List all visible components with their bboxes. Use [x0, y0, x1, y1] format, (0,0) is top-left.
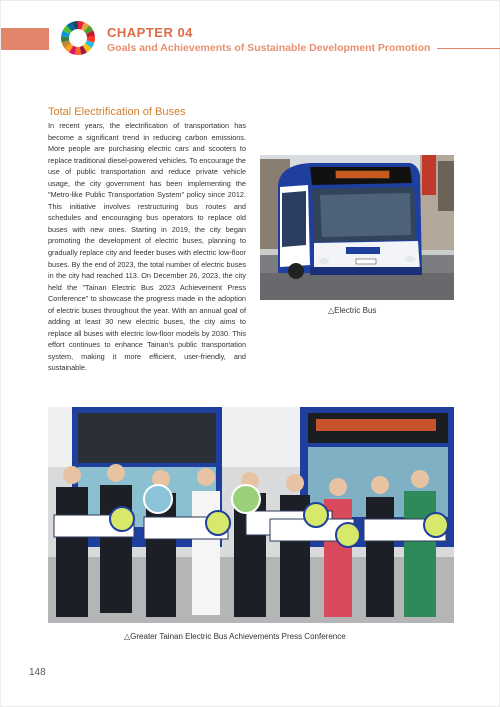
electric-bus-photo — [260, 155, 454, 300]
press-conference-photo — [48, 407, 454, 623]
page-number: 148 — [29, 667, 46, 678]
section-heading: Total Electrification of Buses — [48, 106, 186, 118]
bus-photo-caption: △Electric Bus — [328, 306, 377, 315]
chapter-title: Goals and Achievements of Sustainable Development Promotion — [107, 42, 431, 54]
section-body: In recent years, the electrification of transportation has become a significant trend in reducing carbon emissions. More people are purchasing electric cars and scooters to replace traditional diesel-powered vehicles. To encourage the use of public transportation and reduce private vehicle usage, the city government has been implementing the "Metro-like Public Transportation System" policy since 2012. This initiative involves restructuring bus routes and schedules and encouraging bus operators to replace old buses with new ones. Starting in 2019, the city began promoting the development of electric buses, planning to gradually replace city and feeder buses with electric low-floor buses. By the end of 2023, the total number of electric buses in the city had reached 113. On December 26, 2023, the city held the "Tainan Electric Bus 2023 Achievement Press Conference" to showcase the progress made in the adoption of electric buses throughout the year. With an annual goal of adding at least 30 new electric buses, the city aims to replace all buses with electric low-floor models by 2030. This effort continues to enhance Tainan's public transportation system, making it more efficient, user-friendly, and sustainable. — [48, 121, 246, 373]
press-conference-caption: △Greater Tainan Electric Bus Achievements Press Conference — [124, 632, 346, 641]
sdg-wheel-icon — [60, 20, 96, 56]
chapter-divider — [437, 48, 500, 49]
chapter-tab-bar — [1, 28, 49, 50]
chapter-number: CHAPTER 04 — [107, 25, 193, 40]
